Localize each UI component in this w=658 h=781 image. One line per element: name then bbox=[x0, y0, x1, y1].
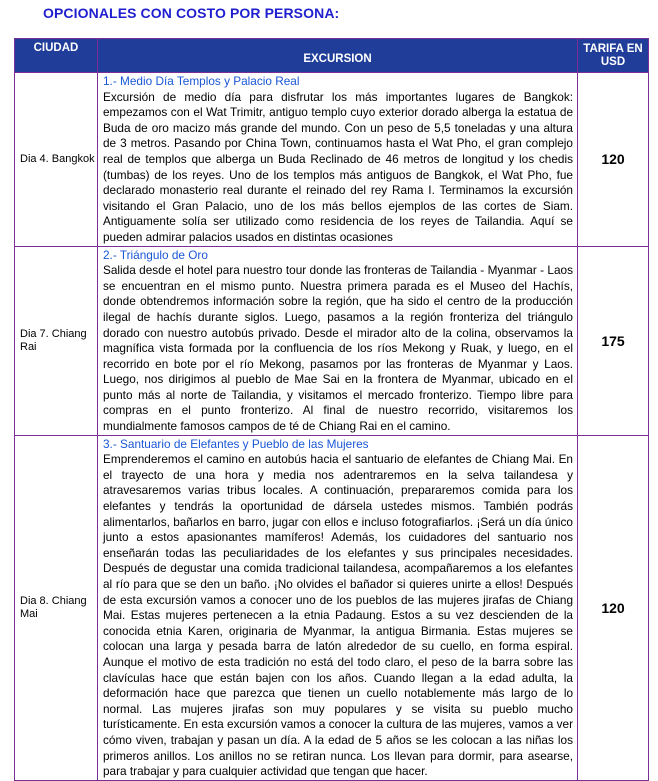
excursion-description: Emprenderemos el camino en autobús hacia el santuario de elefantes de Chiang Mai. En el trayecto de una hora y media nos adentraremos en la selva tailandesa y atravesaremos varias tribus locales. A continuación, prepararemos comida para los elefantes y tendrás la oportunidad de dársela ustedes mismos. También podrás alimentarlos, bañarlos en barro, jugar con ellos e incluso fotografiarlos. ¡Será un día único junto a estos apasionantes mamíferos! Además, los cuidadores del santuario nos enseñarán todas las peculiaridades de los elefantes y sus principales necesidades. Después de degustar una comida tradicional tailandesa, acompañaremos a los elefantes al río para que se den un baño. ¡No olvides el bañador si quieres unirte a ellos! Después de esta excursión vamos a conocer uno de los pueblos de las mujeres jirafas de Chiang Mai. Estas mujeres pertenecen a la etnia Padaung. Estos a su vez descienden de la conocida etnia Karen, originaria de Myanmar, la antigua Birmania. Estas mujeres se colocan una larga y pesada barra de latón alrededor de su cuello, en forma espiral. Aunque el motivo de esta tradición no está del todo claro, el peso de la barra sobre las clavículas hace que están bajen con los años. Cuando llegan a la edad adulta, la deformación hace que parezca que tienen un cuello notablemente más largo de lo normal. Las mujeres jirafas son muy populares y se visita su pueblo mucho turísticamente. En esta excursión vamos a conocer la cultura de las mujeres, vamos a ver cómo viven, trabajan y pasan un día. A la edad de 5 años se les colocan a las niñas los primeros anillos. Los anillos no se retiran nunca. Los llevan para dormir, para asearse, para trabajar y para cualquier actividad que tengan que hacer. bbox=[103, 452, 573, 779]
header-city: CIUDAD bbox=[15, 39, 98, 73]
price-cell: 120 bbox=[578, 73, 649, 247]
table-row bbox=[15, 435, 649, 780]
price-cell: 175 bbox=[578, 246, 649, 435]
table-row bbox=[15, 246, 649, 435]
excursion-cell bbox=[98, 73, 578, 247]
page-heading: OPCIONALES CON COSTO POR PERSONA: bbox=[43, 5, 340, 21]
header-excursion: EXCURSION bbox=[98, 39, 578, 73]
excursion-title: 1.- Medio Día Templos y Palacio Real bbox=[103, 74, 300, 88]
price-cell: 120 bbox=[578, 435, 649, 780]
excursion-description: Excursión de medio día para disfrutar los más importantes lugares de Bangkok: empezamos con el Wat Trimitr, antiguo templo cuyo exterior dorado alberga la estatua de Buda de oro macizo más grande del mundo. Con un peso de 5,5 toneladas y una altura de 3 metros. Pasando por China Town, continuamos hasta el Wat Pho, el gran complejo real de templos que alberga un Buda Reclinado de 46 metros de longitud y los chedis (tumbas) de los reyes. Uno de los templos más antiguos de Bangkok, el Wat Pho, fue declarado monasterio real durante el reinado del rey Rama I. Terminamos la excursión visitando el Gran Palacio, uno de los más bellos ejemplos de las cortes de Siam. Antiguamente solía ser utilizado como residencia de los reyes de Tailandia. Aquí se pueden admirar palacios usados en distintas ocasiones bbox=[103, 89, 573, 244]
excursion-description: Salida desde el hotel para nuestro tour donde las fronteras de Tailandia - Myanmar - Laos se encuentran en el mismo punto. Nuestra primera parada es el Museo del Hachís, donde obtendremos información sobre la región, que ha sido el centro de la producción ilegal de hachís durante siglos. Luego, pasamos a la región fronteriza del triángulo dorado con nuestro autobús privado. Desde el mirador alto de la colina, observamos la magnífica vista formada por la confluencia de los ríos Mekong y Ruak, y luego, en el recorrido en bote por el río Mekong, pasamos por las fronteras de Myanmar y Laos. Luego, nos dirigimos al pueblo de Mae Sai en la frontera de Myanmar, ubicado en el punto más al norte de Tailandia, y visitamos el mercado fronterizo. Tiempo libre para compras en el punto fronterizo. Al final de nuestro recorrido, visitaremos los mundialmente famosos campos de té de Chiang Rai en el camino. bbox=[103, 263, 573, 434]
city-cell: Dia 4. Bangkok bbox=[15, 73, 98, 247]
city-cell: Dia 7. Chiang Rai bbox=[15, 246, 98, 435]
table-header-row bbox=[15, 39, 649, 73]
city-cell: Dia 8. Chiang Mai bbox=[15, 435, 98, 780]
excursion-cell bbox=[98, 246, 578, 435]
table-row bbox=[15, 73, 649, 247]
excursion-title: 3.- Santuario de Elefantes y Pueblo de las Mujeres bbox=[103, 436, 369, 451]
header-price: TARIFA EN USD bbox=[578, 39, 649, 73]
excursion-cell bbox=[98, 435, 578, 780]
excursions-table bbox=[14, 38, 649, 781]
excursion-title: 2.- Triángulo de Oro bbox=[103, 247, 208, 262]
